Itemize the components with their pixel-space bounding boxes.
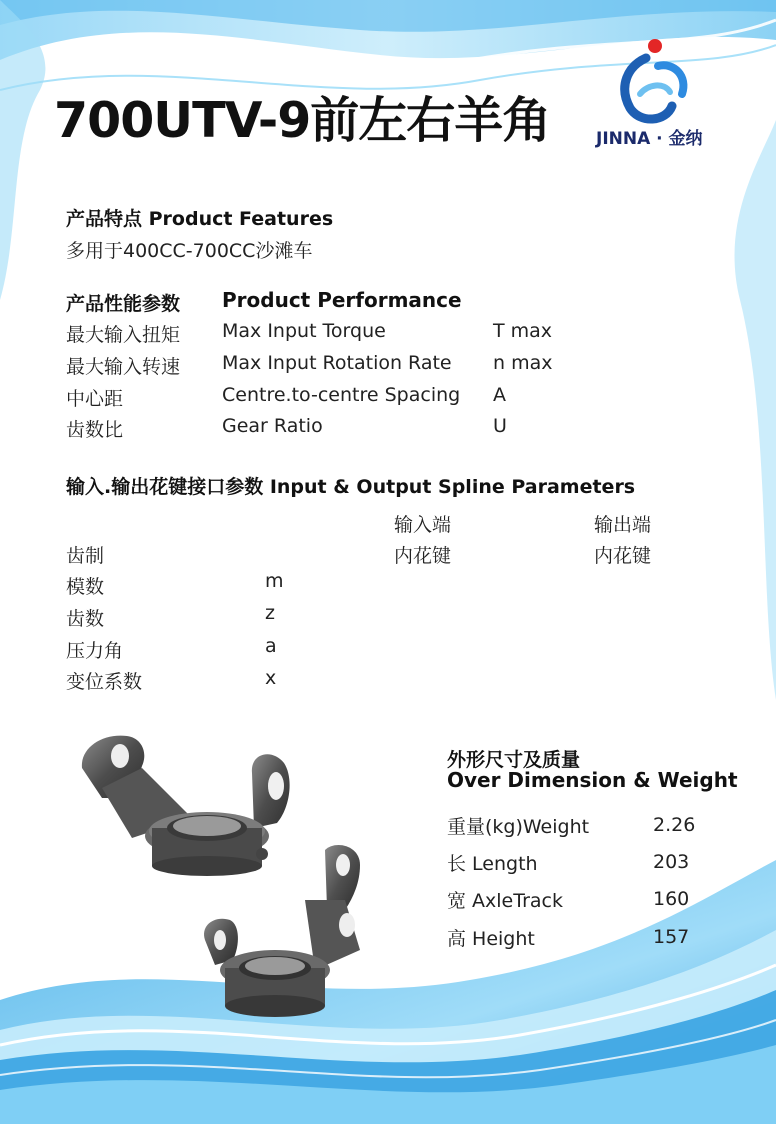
performance-heading-cn: 产品性能参数	[66, 293, 181, 315]
performance-row-sym: U	[493, 415, 507, 437]
spline-col-input: 输入端	[394, 514, 452, 536]
features-text: 多用于400CC-700CC沙滩车	[66, 240, 313, 262]
dimension-row-value: 203	[653, 851, 690, 873]
spline-col-output: 输出端	[594, 514, 652, 536]
steering-knuckle-image-right	[195, 840, 375, 1025]
performance-row-cn: 齿数比	[66, 419, 124, 441]
spline-row-sym: m	[265, 570, 284, 592]
performance-row-en: Max Input Torque	[222, 320, 386, 342]
spline-row-sym: a	[265, 635, 277, 657]
performance-row-sym: A	[493, 384, 506, 406]
performance-row-cn: 最大输入转速	[66, 356, 181, 378]
performance-row-cn: 最大输入扭矩	[66, 324, 181, 346]
dimension-row-value: 157	[653, 926, 690, 948]
spline-row-label: 齿制	[66, 545, 105, 567]
performance-row-sym: T max	[493, 320, 553, 342]
features-heading: 产品特点 Product Features	[66, 208, 334, 230]
performance-heading-en: Product Performance	[222, 288, 462, 312]
dimension-heading-cn: 外形尺寸及质量	[447, 749, 581, 771]
dimension-row-label: 重量(kg)Weight	[447, 816, 590, 838]
dimension-row-value: 2.26	[653, 814, 696, 836]
spline-row-label: 压力角	[66, 640, 124, 662]
spline-row-label: 齿数	[66, 608, 105, 630]
dimension-row-label: 高 Height	[447, 928, 535, 950]
performance-row-en: Max Input Rotation Rate	[222, 352, 452, 374]
page-title: 700UTV-9前左右羊角	[54, 92, 551, 149]
spline-row-input: 内花键	[394, 545, 452, 567]
spline-row-label: 模数	[66, 576, 105, 598]
logo-text: JINNA · 金纳	[596, 129, 703, 149]
performance-row-cn: 中心距	[66, 388, 124, 410]
spline-row-label: 变位系数	[66, 671, 143, 693]
performance-row-sym: n max	[493, 352, 553, 374]
spline-row-sym: z	[265, 602, 275, 624]
spline-row-sym: x	[265, 667, 277, 689]
dimension-heading-en: Over Dimension & Weight	[447, 768, 738, 792]
dimension-row-value: 160	[653, 888, 690, 910]
dimension-row-label: 长 Length	[447, 853, 538, 875]
spline-row-output: 内花键	[594, 545, 652, 567]
performance-row-en: Centre.to-centre Spacing	[222, 384, 461, 406]
performance-row-en: Gear Ratio	[222, 415, 323, 437]
dimension-row-label: 宽 AxleTrack	[447, 890, 563, 912]
spline-heading: 输入.输出花键接口参数 Input & Output Spline Parameters	[66, 476, 636, 498]
